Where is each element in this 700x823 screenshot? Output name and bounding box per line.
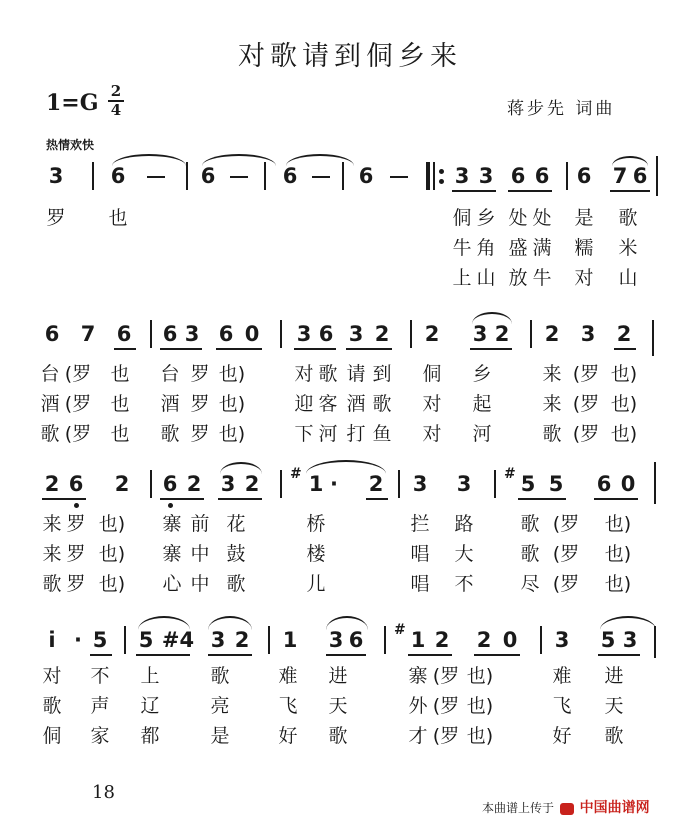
lyric: 罗 xyxy=(66,543,86,565)
note: 7 xyxy=(80,322,96,346)
lyric: 酒 xyxy=(160,393,180,415)
lyric: 也) xyxy=(98,513,126,535)
lyric: 天 xyxy=(604,695,624,717)
lyric: (罗 xyxy=(64,393,92,415)
tie xyxy=(112,154,186,166)
lyric: 歌 xyxy=(520,513,540,535)
lyric: 好 xyxy=(278,725,298,747)
note: 6 xyxy=(162,472,178,496)
lyric: 下 xyxy=(294,423,314,445)
note: 1 xyxy=(308,472,324,496)
note: 0 xyxy=(620,472,636,496)
note: 3 xyxy=(478,164,494,188)
note: 6 xyxy=(576,164,592,188)
lyric: 也 xyxy=(108,207,128,229)
song-title: 对歌请到侗乡来 xyxy=(238,41,462,72)
lyric: 满 xyxy=(532,237,552,259)
lyric: 也) xyxy=(466,665,494,687)
lyric: 是 xyxy=(574,207,594,229)
lyric: (罗 xyxy=(572,423,600,445)
lyric: 歌 xyxy=(542,423,562,445)
lyric: 鱼 xyxy=(372,423,392,445)
lyric: 歌 xyxy=(160,423,180,445)
lyric: 歌 xyxy=(604,725,624,747)
note: 6 xyxy=(534,164,550,188)
note: 2 xyxy=(494,322,510,346)
lyric: 来 xyxy=(42,543,62,565)
note: 6 xyxy=(200,164,216,188)
lyric: (罗 xyxy=(432,725,460,747)
lyric: 歌 xyxy=(40,423,60,445)
lyric: 难 xyxy=(278,665,298,687)
lyric: 台 xyxy=(160,363,180,385)
note: 5 xyxy=(520,472,536,496)
lyric: 歌 xyxy=(210,665,230,687)
lyric: 鼓 xyxy=(226,543,246,565)
note: 6 xyxy=(348,628,364,652)
note: 3 xyxy=(472,322,488,346)
note-dot: · xyxy=(74,628,82,652)
lyric: 唱 xyxy=(410,573,430,595)
lyric: 盛 xyxy=(508,237,528,259)
sharp-icon: # xyxy=(290,466,302,482)
composer-credit: 蒋步先 词曲 xyxy=(507,99,616,119)
note-extension xyxy=(312,176,330,178)
score-system-1 xyxy=(0,160,700,216)
lyric: 都 xyxy=(140,725,160,747)
lyric: 不 xyxy=(454,573,474,595)
lyric: 歌 xyxy=(318,363,338,385)
note: 2 xyxy=(374,322,390,346)
lyric: 侗 xyxy=(422,363,442,385)
lyric: 客 xyxy=(318,393,338,415)
tie xyxy=(600,616,656,630)
note: 6 xyxy=(218,322,234,346)
lyric: 外 xyxy=(408,695,428,717)
lyric: 酒 xyxy=(346,393,366,415)
lyric: 来 xyxy=(42,513,62,535)
tie xyxy=(306,460,386,474)
lyric: 山 xyxy=(476,267,496,289)
note: 1 xyxy=(410,628,426,652)
note: 6 xyxy=(110,164,126,188)
lyric: 对 xyxy=(422,393,442,415)
lyric: 天 xyxy=(328,695,348,717)
lyric: 牛 xyxy=(452,237,472,259)
lyric: 儿 xyxy=(306,573,326,595)
note: 2 xyxy=(544,322,560,346)
lyric: 山 xyxy=(618,267,638,289)
note: 2 xyxy=(368,472,384,496)
lyric: 来 xyxy=(542,363,562,385)
lyric: 花 xyxy=(226,513,246,535)
lyric: 也) xyxy=(218,423,246,445)
note: #4 xyxy=(161,628,195,652)
footer-credit xyxy=(482,797,650,817)
lyric: 对 xyxy=(422,423,442,445)
lyric: 也) xyxy=(98,543,126,565)
note: 3 xyxy=(456,472,472,496)
lyric: 飞 xyxy=(278,695,298,717)
note: 2 xyxy=(114,472,130,496)
lyric: (罗 xyxy=(552,513,580,535)
lyric: 台 xyxy=(40,363,60,385)
lyric: 罗 xyxy=(66,573,86,595)
lyric: 也) xyxy=(610,363,638,385)
lyric: 前 xyxy=(190,513,210,535)
lyric: 侗 xyxy=(452,207,472,229)
lyric: 乡 xyxy=(476,207,496,229)
lyric: 才 xyxy=(408,725,428,747)
slur xyxy=(472,312,512,324)
note-extension xyxy=(147,176,165,178)
time-signature xyxy=(108,84,124,118)
lyric: 处 xyxy=(508,207,528,229)
note: 3 xyxy=(554,628,570,652)
lyric: (罗 xyxy=(572,393,600,415)
lyric: 桥 xyxy=(306,513,326,535)
note: 5 xyxy=(138,628,154,652)
lyric: 迎 xyxy=(294,393,314,415)
lyric: 飞 xyxy=(552,695,572,717)
lyric: 上 xyxy=(452,267,472,289)
lyric: 也) xyxy=(466,725,494,747)
note: 2 xyxy=(44,472,60,496)
footer-site-link[interactable]: 中国曲谱网 xyxy=(579,800,650,816)
note: 6 xyxy=(358,164,374,188)
note: 6 xyxy=(318,322,334,346)
lyric: 也) xyxy=(610,393,638,415)
lyric: 放 xyxy=(508,267,528,289)
lyric: 寨 xyxy=(162,513,182,535)
lyric: (罗 xyxy=(432,665,460,687)
lyric: 歌 xyxy=(42,695,62,717)
note: 3 xyxy=(48,164,64,188)
lyric: 罗 xyxy=(66,513,86,535)
lyric: 河 xyxy=(318,423,338,445)
lyric: 家 xyxy=(90,725,110,747)
tempo-marking: 热情欢快 xyxy=(46,138,95,152)
slur xyxy=(220,462,262,474)
lyric: 罗 xyxy=(190,363,210,385)
note: 2 xyxy=(244,472,260,496)
lyric: 河 xyxy=(472,423,492,445)
lyric: 米 xyxy=(618,237,638,259)
lyric: 罗 xyxy=(190,393,210,415)
lyric: 不 xyxy=(90,665,110,687)
lyric: 拦 xyxy=(410,513,430,535)
lyric: 到 xyxy=(372,363,392,385)
lyric: 歌 xyxy=(226,573,246,595)
lyric: 对 xyxy=(42,665,62,687)
note-extension xyxy=(390,176,408,178)
note: 6 xyxy=(162,322,178,346)
lyric: 角 xyxy=(476,237,496,259)
time-signature-bottom: 4 xyxy=(110,101,122,119)
lyric: 也 xyxy=(110,393,130,415)
note: 5 xyxy=(600,628,616,652)
note: 2 xyxy=(234,628,250,652)
note: 2 xyxy=(616,322,632,346)
sharp-icon: # xyxy=(394,622,406,638)
lyric: 辽 xyxy=(140,695,160,717)
note: 3 xyxy=(296,322,312,346)
lyric: 是 xyxy=(210,725,230,747)
lyric: 罗 xyxy=(46,207,66,229)
note: 0 xyxy=(502,628,518,652)
note: 3 xyxy=(220,472,236,496)
lyric: 打 xyxy=(346,423,366,445)
lyric: 歌 xyxy=(618,207,638,229)
lyric: (罗 xyxy=(64,363,92,385)
lyric: 歌 xyxy=(372,393,392,415)
lyric: 歌 xyxy=(520,543,540,565)
lyric: 路 xyxy=(454,513,474,535)
note: 3 xyxy=(184,322,200,346)
lyric: 唱 xyxy=(410,543,430,565)
lyric: 声 xyxy=(90,695,110,717)
lyric: 进 xyxy=(328,665,348,687)
lyric: 处 xyxy=(532,207,552,229)
note: 2 xyxy=(434,628,450,652)
lyric: 寨 xyxy=(408,665,428,687)
lyric: 也) xyxy=(604,573,632,595)
lyric: (罗 xyxy=(432,695,460,717)
lyric: 也) xyxy=(610,423,638,445)
note: 6 xyxy=(632,164,648,188)
lyric: 也) xyxy=(218,363,246,385)
note: 6 xyxy=(282,164,298,188)
note: 3 xyxy=(348,322,364,346)
note: 6 xyxy=(44,322,60,346)
footer-text: 本曲谱上传于 xyxy=(482,801,555,815)
lyric: 歌 xyxy=(42,573,62,595)
lyric: 好 xyxy=(552,725,572,747)
lyric: 对 xyxy=(294,363,314,385)
lyric: 进 xyxy=(604,665,624,687)
note-dot: · xyxy=(330,472,338,496)
note: 3 xyxy=(454,164,470,188)
lyric: 寨 xyxy=(162,543,182,565)
time-signature-top: 2 xyxy=(110,82,122,100)
lyric: 酒 xyxy=(40,393,60,415)
slur xyxy=(326,616,368,630)
note: 5 xyxy=(92,628,108,652)
lyric: (罗 xyxy=(572,363,600,385)
lyric: 中 xyxy=(190,543,210,565)
note: 2 xyxy=(186,472,202,496)
note: 6 xyxy=(68,472,84,496)
page-number: 18 xyxy=(92,782,115,803)
lyric: 乡 xyxy=(472,363,492,385)
key-signature: 1=G xyxy=(46,90,99,116)
lyric: 对 xyxy=(574,267,594,289)
note: 3 xyxy=(412,472,428,496)
note: 3 xyxy=(580,322,596,346)
lyric: 楼 xyxy=(306,543,326,565)
lyric: 中 xyxy=(190,573,210,595)
note: i xyxy=(48,628,56,652)
lyric: (罗 xyxy=(552,543,580,565)
slur xyxy=(612,156,648,166)
lyric: 也) xyxy=(604,543,632,565)
note-extension xyxy=(230,176,248,178)
lyric: 侗 xyxy=(42,725,62,747)
lyric: 也 xyxy=(110,423,130,445)
note: 5 xyxy=(548,472,564,496)
lyric: 也) xyxy=(466,695,494,717)
lyric: 起 xyxy=(472,393,492,415)
note: 6 xyxy=(510,164,526,188)
note: 1 xyxy=(282,628,298,652)
lyric: 大 xyxy=(454,543,474,565)
lyric: 请 xyxy=(346,363,366,385)
note: 0 xyxy=(244,322,260,346)
lyric: 难 xyxy=(552,665,572,687)
lyric: 歌 xyxy=(328,725,348,747)
lyric: (罗 xyxy=(64,423,92,445)
site-logo-icon xyxy=(560,803,574,815)
lyric: 亮 xyxy=(210,695,230,717)
note: 2 xyxy=(476,628,492,652)
slur xyxy=(208,616,252,630)
lyric: 也 xyxy=(110,363,130,385)
lyric: 牛 xyxy=(532,267,552,289)
note: 3 xyxy=(210,628,226,652)
note: 3 xyxy=(328,628,344,652)
lyric: 心 xyxy=(162,573,182,595)
note: 3 xyxy=(622,628,638,652)
lyric: 也) xyxy=(604,513,632,535)
lyric: 上 xyxy=(140,665,160,687)
slur xyxy=(138,616,190,630)
lyric: 尽 xyxy=(520,573,540,595)
note: 2 xyxy=(424,322,440,346)
lyric: (罗 xyxy=(552,573,580,595)
lyric: 糯 xyxy=(574,237,594,259)
lyric: 来 xyxy=(542,393,562,415)
lyric: 也) xyxy=(218,393,246,415)
note: 6 xyxy=(116,322,132,346)
note: 6 xyxy=(596,472,612,496)
sharp-icon: # xyxy=(504,466,516,482)
lyric: 也) xyxy=(98,573,126,595)
note: 7 xyxy=(612,164,628,188)
lyric: 罗 xyxy=(190,423,210,445)
